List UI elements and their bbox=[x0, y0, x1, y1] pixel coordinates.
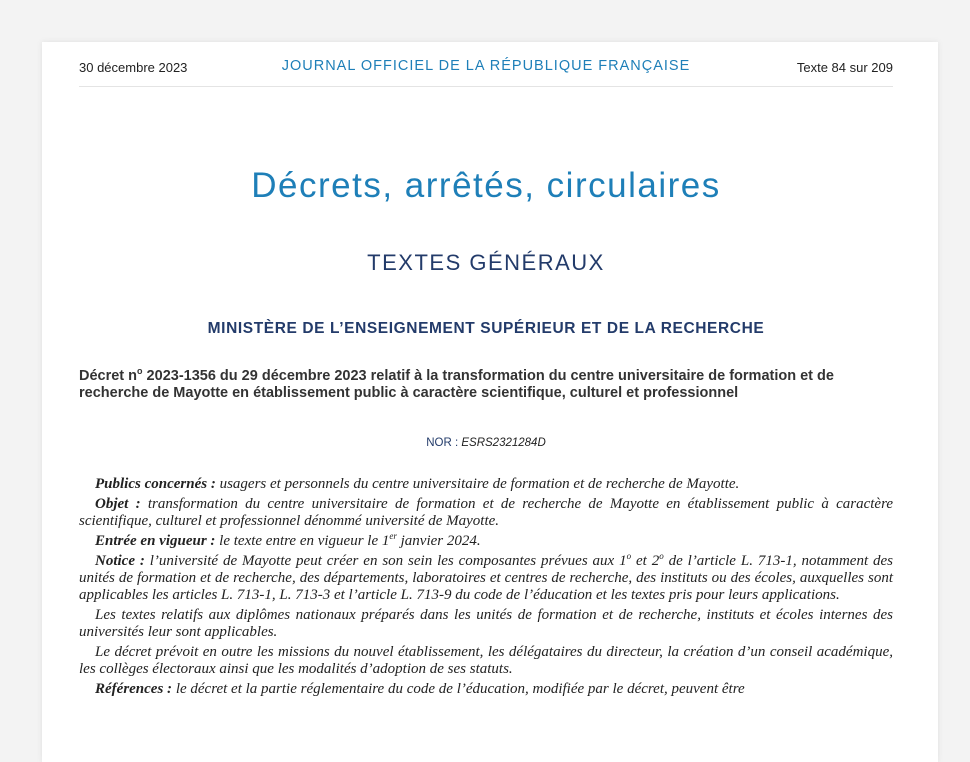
paragraph-textes: Les textes relatifs aux diplômes nationaux préparés dans les unités de formation et de recherche, instituts et écoles internes des universités leur sont applicables. bbox=[79, 607, 893, 640]
entree-text-after: janvier 2024. bbox=[396, 533, 481, 549]
page-content bbox=[79, 42, 894, 697]
references-label: Références : bbox=[95, 681, 173, 697]
page-title: Décrets, arrêtés, circulaires bbox=[251, 166, 721, 205]
header-date: 30 décembre 2023 bbox=[79, 60, 188, 75]
nor-code: ESRS2321284D bbox=[461, 437, 546, 449]
nor-label: NOR : bbox=[426, 437, 462, 449]
objet-text: transformation du centre universitaire de formation et de recherche de Mayotte en établissement public à caractère scientifique, culturel et professionnel dénommé université de Mayotte. bbox=[79, 496, 894, 529]
decree-body bbox=[79, 476, 893, 701]
nor-line bbox=[79, 437, 893, 449]
entree-sup: er bbox=[389, 531, 397, 541]
decree-prefix: Décret n bbox=[79, 368, 138, 384]
notice-sup-2: o bbox=[659, 551, 664, 561]
ministry-heading: MINISTÈRE DE L’ENSEIGNEMENT SUPÉRIEUR ET DE LA RECHERCHE bbox=[207, 320, 765, 337]
publics-label: Publics concernés : bbox=[95, 476, 216, 492]
section-title: TEXTES GÉNÉRAUX bbox=[367, 250, 605, 275]
paragraph-entree bbox=[79, 533, 893, 550]
entree-text-before: le texte entre en vigueur le 1 bbox=[215, 533, 390, 549]
publics-text: usagers et personnels du centre universitaire de formation et de recherche de Mayotte. bbox=[215, 476, 740, 492]
decree-title bbox=[79, 368, 893, 402]
decree-rest: 2023-1356 du 29 décembre 2023 relatif à la transformation du centre universitaire de formation et de recherche de Mayotte en établissement public à caractère scientifique, culturel et professionnel bbox=[79, 368, 834, 401]
paragraph-publics bbox=[79, 476, 893, 493]
paragraph-decret-prevoit: Le décret prévoit en outre les missions du nouvel établissement, les délégataires du directeur, la création d’un conseil académique, les collèges électoraux ainsi que les modalités d’adoption de ses statuts. bbox=[79, 644, 893, 677]
entree-label: Entrée en vigueur : bbox=[95, 533, 216, 549]
decree-number-sup: o bbox=[137, 366, 143, 377]
notice-sup-1: o bbox=[626, 551, 632, 561]
page-header bbox=[79, 42, 893, 87]
document-page bbox=[42, 42, 938, 762]
notice-text-3: de l’article L. 713-1, notamment des unités de formation et de recherche, des départements, laboratoires et centres de recherche, des instituts ou des écoles, auxquelles sont applicables les articles L. 713-1, L. 713-3 et l’article L. 713-9 du code de l’éducation et les textes pris pour leurs applications. bbox=[79, 553, 894, 603]
notice-label: Notice : bbox=[95, 553, 145, 569]
objet-label: Objet : bbox=[95, 496, 141, 512]
notice-text-2: et 2 bbox=[631, 553, 660, 569]
paragraph-notice bbox=[79, 553, 893, 604]
references-text: le décret et la partie réglementaire du code de l’éducation, modifiée par le décret, peuvent être bbox=[172, 681, 745, 697]
paragraph-references bbox=[79, 681, 893, 698]
header-journal-title: JOURNAL OFFICIEL DE LA RÉPUBLIQUE FRANÇAISE bbox=[281, 58, 691, 74]
header-text-number: Texte 84 sur 209 bbox=[796, 60, 893, 75]
notice-text-1: l’université de Mayotte peut créer en son sein les composantes prévues aux 1 bbox=[144, 553, 627, 569]
paragraph-objet bbox=[79, 496, 893, 530]
